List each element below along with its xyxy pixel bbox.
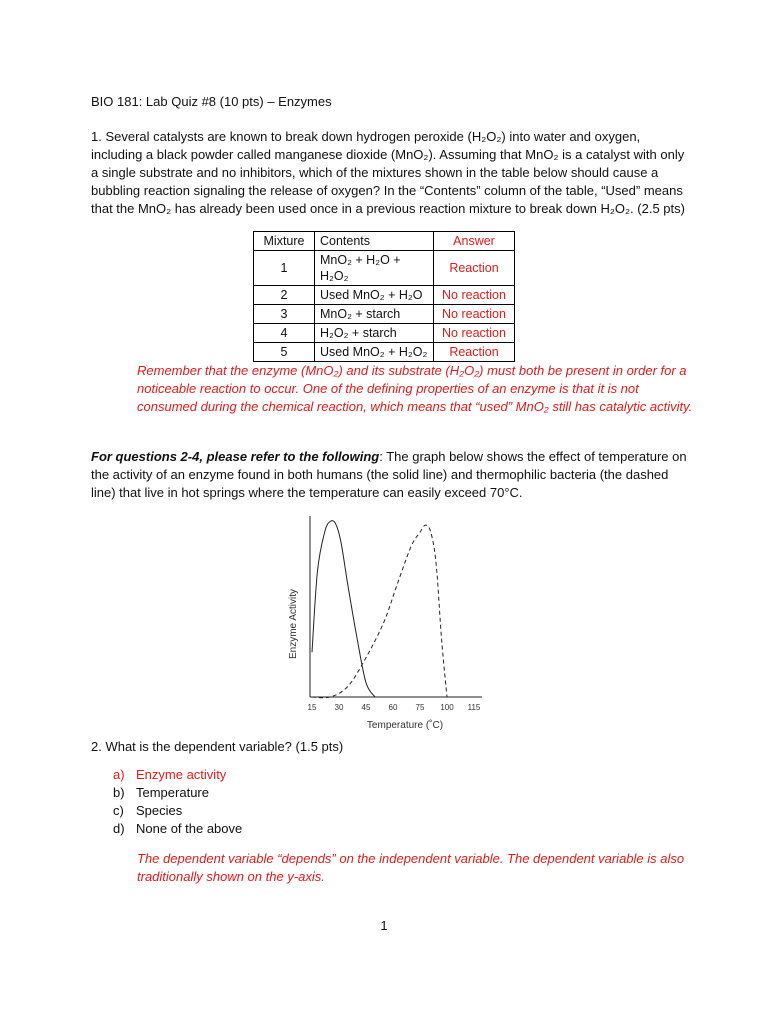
question-2-explanation: The dependent variable “depends” on the independent variable. The dependent variable is also traditionally shown on the y-axis.	[137, 851, 685, 884]
question-2-options	[113, 766, 242, 838]
mixture-cell: 3	[254, 305, 315, 324]
answer-cell: No reaction	[434, 286, 515, 305]
table-row	[254, 343, 515, 362]
mixture-cell: 4	[254, 324, 315, 343]
option-c[interactable]	[113, 802, 242, 820]
option-b[interactable]	[113, 784, 242, 802]
option-a[interactable]	[113, 766, 242, 784]
x-axis-label: Temperature (˚C)	[366, 720, 444, 731]
graph-intro-lead: For questions 2-4, please refer to the following	[91, 449, 380, 464]
mixture-cell: 2	[254, 286, 315, 305]
table-header-contents: Contents	[315, 232, 434, 251]
answer-cell: Reaction	[434, 251, 515, 286]
temperature-activity-chart	[282, 512, 502, 731]
mixture-cell: 1	[254, 251, 315, 286]
contents-cell: MnO₂ + starch	[315, 305, 434, 324]
contents-cell: Used MnO₂ + H₂O₂	[315, 343, 434, 362]
answer-cell: No reaction	[434, 324, 515, 343]
table-row	[254, 305, 515, 324]
x-tick-label: 75	[415, 703, 425, 712]
y-axis-label: Enzyme Activity	[288, 588, 299, 660]
x-tick-label: 45	[361, 703, 371, 712]
x-tick-label: 60	[388, 703, 398, 712]
mixture-table	[253, 231, 515, 362]
page-number: 1	[380, 918, 388, 933]
mixture-cell: 5	[254, 343, 315, 362]
table-header-answer: Answer	[434, 232, 515, 251]
graph-intro	[91, 448, 691, 502]
answer-cell: Reaction	[434, 343, 515, 362]
question-1-explanation: Remember that the enzyme (MnO₂) and its substrate (H₂O₂) must both be present in order for a noticeable reaction to occur. One of the defining properties of an enzyme is that it is not consumed during the chemical reaction, which means that “used” MnO₂ still has catalytic activity.	[137, 363, 693, 414]
bacteria-dashed-line	[312, 525, 447, 698]
table-header-row	[254, 232, 515, 251]
x-tick-label: 115	[467, 703, 481, 712]
table-row	[254, 286, 515, 305]
option-b-letter: b)	[113, 785, 125, 800]
x-tick-label: 30	[334, 703, 344, 712]
x-tick-label: 15	[307, 703, 317, 712]
contents-cell: MnO₂ + H₂O + H₂O₂	[315, 251, 434, 286]
graph-intro-rest: : The graph below shows the effect of temperature on the activity of an enzyme found in both humans (the solid line) and thermophilic bacteria (the dashed line) that live in hot springs where the temperature can easily exceed 70°C.	[91, 449, 687, 500]
x-tick-label: 100	[440, 703, 454, 712]
option-d-letter: d)	[113, 821, 125, 836]
answer-cell: No reaction	[434, 305, 515, 324]
option-c-letter: c)	[113, 803, 124, 818]
question-1-text: 1. Several catalysts are known to break down hydrogen peroxide (H₂O₂) into water and oxygen, including a black powder called manganese dioxide (MnO₂). Assuming that MnO₂ is a catalyst with only a single substrate and no inhibitors, which of the mixtures shown in the table below should cause a bubbling reaction signaling the release of oxygen? In the “Contents” column of the table, “Used” means that the MnO₂ has already been used once in a previous reaction mixture to break down H₂O₂. (2.5 pts)	[91, 129, 685, 216]
question-2-text: 2. What is the dependent variable? (1.5 pts)	[91, 739, 344, 754]
human-solid-line	[312, 521, 375, 697]
option-a-text: Enzyme activity	[136, 767, 227, 782]
option-c-text: Species	[136, 803, 183, 818]
table-row	[254, 251, 515, 286]
option-d[interactable]	[113, 820, 242, 838]
quiz-title: BIO 181: Lab Quiz #8 (10 pts) – Enzymes	[91, 94, 332, 109]
contents-cell: Used MnO₂ + H₂O	[315, 286, 434, 305]
option-d-text: None of the above	[136, 821, 243, 836]
contents-cell: H₂O₂ + starch	[315, 324, 434, 343]
table-row	[254, 324, 515, 343]
option-b-text: Temperature	[136, 785, 209, 800]
option-a-letter: a)	[113, 767, 125, 782]
table-header-mixture: Mixture	[254, 232, 315, 251]
